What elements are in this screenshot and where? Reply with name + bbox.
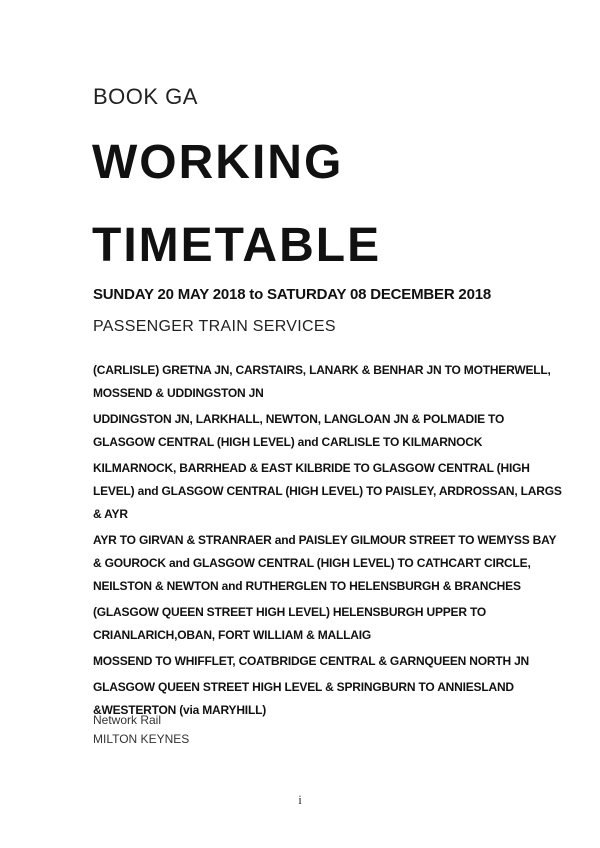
page-title-line-2: TIMETABLE (92, 219, 382, 272)
publisher-block (93, 711, 189, 749)
book-label: BOOK GA (93, 84, 198, 109)
route-paragraph: UDDINGSTON JN, LARKHALL, NEWTON, LANGLOAN JN & POLMADIE TO GLASGOW CENTRAL (HIGH LEVEL) and CARLISLE TO KILMARNOCK (93, 412, 505, 449)
service-type-subtitle: PASSENGER TRAIN SERVICES (93, 318, 336, 335)
route-paragraph: (CARLISLE) GRETNA JN, CARSTAIRS, LANARK & BENHAR JN TO MOTHERWELL, MOSSEND & UDDINGSTON JN (93, 363, 551, 400)
publisher-name: Network Rail (93, 713, 162, 727)
route-list (93, 359, 563, 725)
page-number: i (298, 792, 302, 807)
page-title (92, 121, 381, 287)
route-paragraph: GLASGOW QUEEN STREET HIGH LEVEL & SPRINGBURN TO ANNIESLAND &WESTERTON (via MARYHILL) (93, 680, 514, 717)
route-paragraph: KILMARNOCK, BARRHEAD & EAST KILBRIDE TO GLASGOW CENTRAL (HIGH LEVEL) and GLASGOW CENTRAL (HIGH LEVEL) TO PAISLEY, ARDROSSAN, LARGS & AYR (93, 461, 562, 521)
route-paragraph: (GLASGOW QUEEN STREET HIGH LEVEL) HELENSBURGH UPPER TO CRIANLARICH,OBAN, FORT WILLIAM & MALLAIG (93, 605, 487, 642)
route-paragraph: AYR TO GIRVAN & STRANRAER and PAISLEY GILMOUR STREET TO WEMYSS BAY & GOUROCK and GLASGOW CENTRAL (HIGH LEVEL) TO CATHCART CIRCLE, NEILSTON & NEWTON and RUTHERGLEN TO HELENSBURGH & BRANCHES (93, 533, 557, 593)
validity-date-range: SUNDAY 20 MAY 2018 to SATURDAY 08 DECEMBER 2018 (93, 286, 491, 303)
route-paragraph: MOSSEND TO WHIFFLET, COATBRIDGE CENTRAL & GARNQUEEN NORTH JN (93, 654, 530, 668)
page-title-line-1: WORKING (92, 136, 344, 189)
publisher-location: MILTON KEYNES (93, 732, 190, 746)
